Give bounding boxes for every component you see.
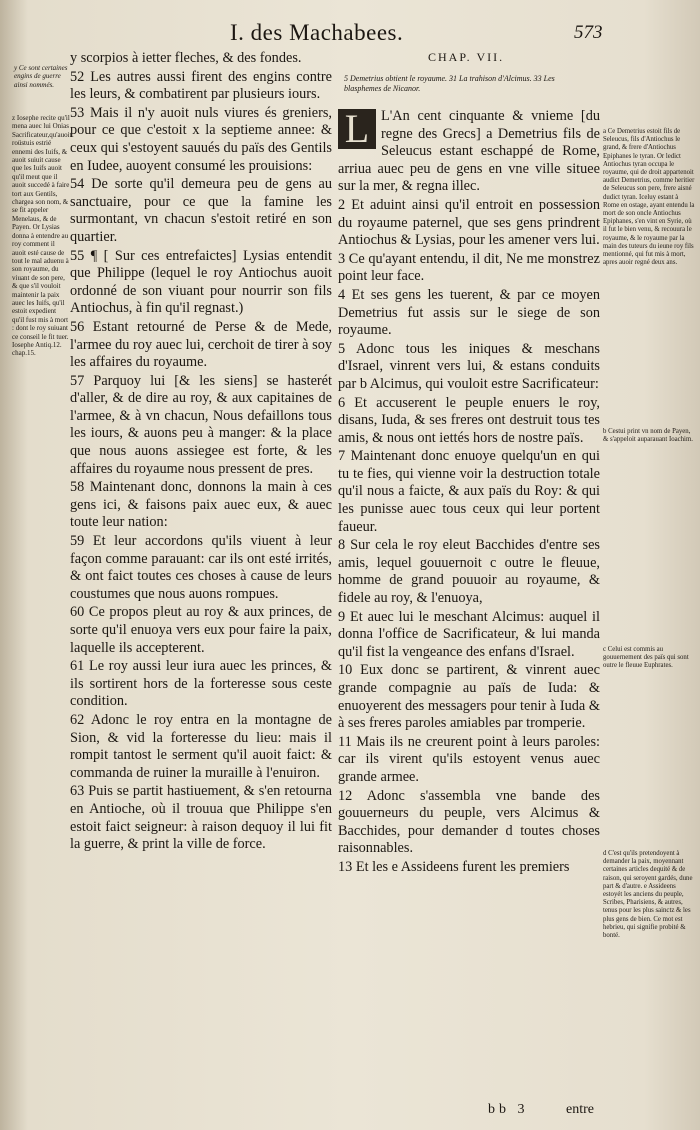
verse: 7 Maintenant donc enuoye quelqu'un en qui tu te fies, qui vienne voir la destruction totale qu'il nous a faicte, & aux païs du Roy: & qui les punisse auec tous ceux qui leur portent faueur. [338, 448, 600, 535]
verse: 13 Et les e Assideens furent les premiers [338, 858, 570, 875]
verse: 60 Ce propos pleut au roy & aux princes, de sorte qu'il enuoya vers eux pour faire la paix, laquelle ils accepterent. [70, 604, 332, 656]
verse: 5 Adonc tous les iniques & meschans d'Israel, vinrent vers lui, & estans conduits par b Alcimus, qui vouloit estre Sacrificateur: [338, 340, 600, 392]
left-column [70, 50, 332, 855]
verse: 53 Mais il n'y auoit nuls viures és greniers, pour ce que c'estoit x la septieme annee: & ceux qui s'estoyent sauués du païs des Gentils en Iudee, auoyent consumé les prouisions: [70, 104, 332, 174]
verse: 9 Et auec lui le meschant Alcimus: auquel il donna l'office de Sacrificateur, & lui manda qu'il fist la vengeance des enfans d'Israel. [338, 608, 600, 660]
verse-text: L'An cent cinquante & vnieme [du regne des Grecs] a Demetrius fils de Seleucus estant eschappé de Rome, arriua auec peu de gens en vne ville situee sur la mer, & regna illec. [338, 108, 600, 195]
running-head [0, 6, 700, 50]
verse: 59 Et leur accordons qu'ils viuent à leur façon comme parauant: car ils ont esté irrités, & ont faict toutes ces choses à cause de leurs coustumes que nous auons rompues. [70, 533, 332, 602]
verse: 57 Parquoy lui [& les siens] se hasterét d'aller, & de dire au roy, & aux capitaines de l'armee, & à vn chacun, Nous defaillons tous les iours, & auons peu à manger: & la place que nous auons assiegee est forte, & les affaires du royaume nous pressent de pres. [70, 372, 332, 477]
chapter-heading: CHAP. VII. [428, 50, 505, 64]
margin-note-c: c Celui est commis au gouuernement des païs qui sont outre le fleuue Euphrates. [603, 646, 689, 670]
catchword: entre [566, 1102, 594, 1117]
drop-cap-ornament: L [338, 109, 376, 149]
verse: 12 Adonc s'assembla vne bande des gouuerneurs du peuple, vers Alcimus & Bacchides, pour demander d toutes choses raisonnables. [338, 787, 600, 857]
verse: 62 Adonc le roy entra en la montagne de Sion, & vid la forteresse du lieu: mais il rompit tantost le serment qu'il auoit faict: & commanda de ruiner la muraille à l'enuiron. [70, 711, 332, 781]
margin-note-a: a Ce Demetrius estoit fils de Seleucus, fils d'Antiochus le grand, & frere d'Antiochus Epiphanes le tyran. Or ledict Antiochus tyran occupa le royaume, qui de droit appartenoit audict Demetrius, comme heritier de Seleucus son pere, frere aisné dudict tyran. Iceluy estant à Rome en ostage, ayant entendu la mort de son oncle Antiochus Epiphanes, s'en vint en Syrie, où il fut le bien venu, & recouura le royaume, & le royaume par la main des tuteurs du ieune roy fils mentionné, qui fut mis à mort, apres auoir regné deux ans. [603, 128, 695, 267]
verse: 55 ¶ [ Sur ces entrefaictes] Lysias entendit que Philippe (lequel le roy Antiochus auoit ordonné de son viuant pour nourrir son fils Antiochus, à fin qu'il regnast.) [70, 247, 332, 317]
verse-opening [338, 108, 600, 196]
verse: 52 Les autres aussi firent des engins contre les leurs, & combatirent par plusieurs iours. [70, 68, 332, 103]
verse: 6 Et accuserent le peuple enuers le roy, disans, Iuda, & ses freres ont destruit tous tes amis, & nous ont iettés hors de nostre païs. [338, 394, 600, 446]
margin-note-left: z Iosephe recite qu'il mena auec lui Onias Sacrificateur,qu'auoit roüstuis estrié ennemi des Iuifs, & auoit suiuit cause que les Iuifs auoit qu'il meut que il auoit succedé à faire tort aux Gentils, chargea son nom, & se fit appeler Menelaus, & de Payen. Or Lysias donna à entendre au roy comment il auoit esté cause de tout le mal aduenu à son royaume, du viuant de son pere, & que s'il vouloit maintenir la paix auec les Iuifs, qu'il estoit expedient qu'il fust mis à mort : dont le roy suiuant ce conseil le fit tuer. Iosephe Antiq.12. chap.15. [12, 114, 72, 358]
verse: 63 Puis se partit hastiuement, & s'en retourna en Antioche, où il trouua que Philippe s'en estoit faict seigneur: à raison dequoy il lui fit la guerre, & print la ville de force. [70, 783, 332, 853]
verse: 11 Mais ils ne creurent point à leurs paroles: car ils virent qu'ils estoyent venus auec grande armee. [338, 733, 600, 785]
verse: 61 Le roy aussi leur iura auec les princes, & ils sortirent hors de la forteresse sous ceste condition. [70, 658, 332, 710]
margin-note-d: d C'est qu'ils pretendoyent à demander la paix, moyennant certaines articles dequité & de raison, qui seroyent gardés, dune part & d'autre. e Assideens estoyét les anciens du peuple, Scribes, Pharisiens, & autres, tenus pour les plus sainctz & les plus gens de bien. Ce mot est hebrieu, qui signifie probité & bonté. [603, 850, 693, 940]
verse: 4 Et ses gens les tuerent, & par ce moyen Demetrius fut assis sur le siege de son royaume. [338, 286, 600, 339]
verse: 8 Sur cela le roy eleut Bacchides d'entre ses amis, lequel gouuernoit c outre le fleuue, homme de grand pouuoir au royaume, & fidele au roy, & l'enuoya, [338, 537, 600, 607]
chapter-summary: 5 Demetrius obtient le royaume. 31 La trahison d'Alcimus. 33 Les blasphemes de Nicanor. [344, 74, 555, 93]
right-column [338, 108, 600, 878]
verse: 58 Maintenant donc, donnons la main à ces gens ici, & faisons paix auec eux, & auec toute leur nation: [70, 479, 332, 531]
page-number: 573 [574, 22, 603, 43]
margin-note-b: b Cestui print vn nom de Payen, & s'appeloit auparauant Ioachim. [603, 428, 693, 444]
verse: 2 Et aduint ainsi qu'il entroit en possession du royaume paternel, que ses gens prindrent Antiochus & Lysias, pour les amener vers lui. [338, 196, 600, 249]
verse: 56 Estant retourné de Perse & de Mede, l'armee du roy auec lui, cerchoit de tirer à soy les affaires du royaume. [70, 318, 332, 371]
verse: 10 Eux donc se partirent, & vinrent auec grande compagnie au païs de Iuda: & enuoyerent des messagers pour tenir à Iuda & à ses freres paroles amiables par tromperie. [338, 662, 600, 732]
verse: 3 Ce qu'ayant entendu, il dit, Ne me monstrez point leur face. [338, 250, 600, 285]
verse: 54 De sorte qu'il demeura peu de gens au sanctuaire, pour ce que la famine les surmontant, vn chacun s'estoit retiré en son quartier. [70, 176, 332, 245]
margin-note-left-top: y Ce sont certaines engins de guerre ainsi nommés. [14, 64, 68, 89]
running-title: I. des Machabees. [230, 20, 404, 45]
verse: y scorpios à ietter fleches, & des fondes. [70, 50, 302, 66]
signature-mark: bb 3 [488, 1102, 529, 1117]
